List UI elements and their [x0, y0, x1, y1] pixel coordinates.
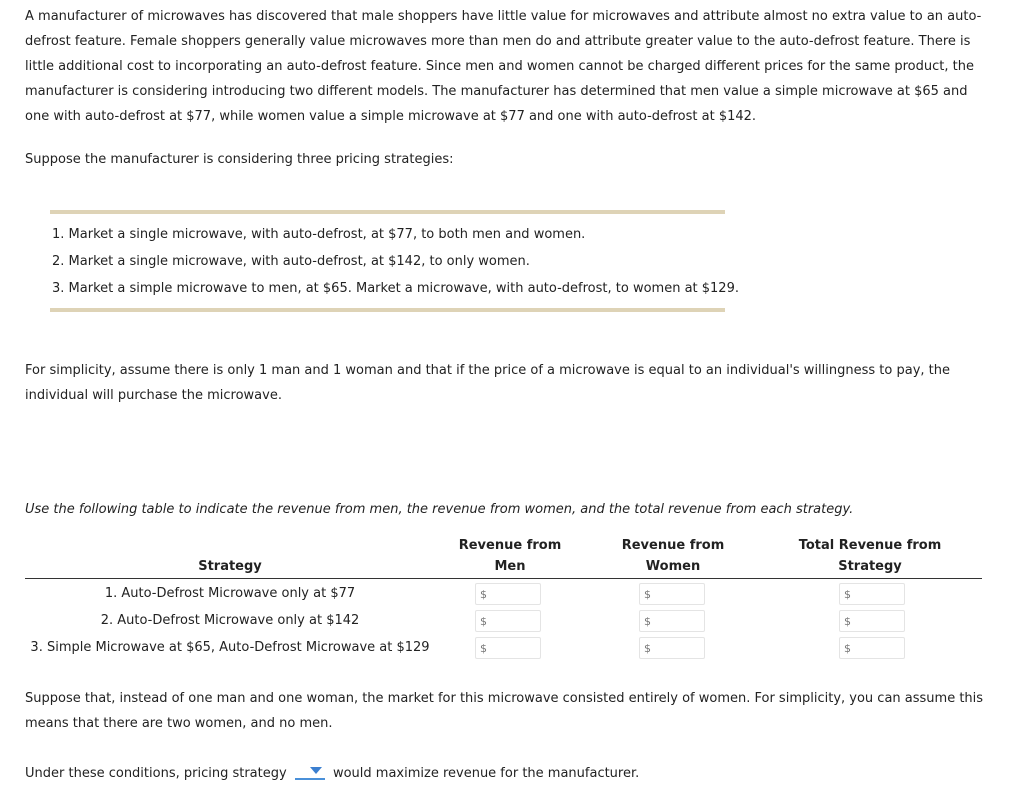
revenue-men-field[interactable]: [475, 583, 541, 605]
currency-symbol: $: [644, 641, 651, 655]
conclusion-sentence: [25, 761, 985, 786]
conclusion-text-after: would maximize revenue for the manufacturer.: [332, 766, 640, 781]
row-label: 1. Auto-Defrost Microwave only at $77: [104, 586, 356, 601]
strategy-item-3: 3. Market a simple microwave to men, at $65. Market a microwave, with auto-defrost, to women at $129.: [52, 281, 739, 296]
currency-symbol: $: [644, 587, 651, 601]
strategy-item-1: 1. Market a single microwave, with auto-defrost, at $77, to both men and women.: [52, 227, 586, 242]
revenue-women-input[interactable]: [651, 585, 701, 603]
strategies-intro: Suppose the manufacturer is considering three pricing strategies:: [25, 152, 454, 167]
header-revenue-women: Revenue from Women: [621, 538, 725, 574]
revenue-men-input[interactable]: [487, 585, 537, 603]
total-revenue-field[interactable]: [839, 583, 905, 605]
revenue-women-field[interactable]: [639, 637, 705, 659]
list-top-rule: [50, 210, 725, 214]
header-strategy: Strategy: [198, 559, 262, 574]
assumption-paragraph: For simplicity, assume there is only 1 man and 1 woman and that if the price of a microwave is equal to an individual's willingness to pay, the individual will purchase the microwave.: [25, 363, 950, 403]
currency-symbol: $: [844, 587, 851, 601]
table-instructions: Use the following table to indicate the revenue from men, the revenue from women, and the total revenue from each strategy.: [25, 502, 854, 517]
table-row: [25, 607, 982, 634]
currency-symbol: $: [480, 614, 487, 628]
revenue-women-input[interactable]: [651, 612, 701, 630]
header-divider: [25, 578, 982, 579]
revenue-men-input[interactable]: [487, 612, 537, 630]
revenue-women-field[interactable]: [639, 583, 705, 605]
table-row: [25, 634, 982, 661]
currency-symbol: $: [844, 614, 851, 628]
currency-symbol: $: [844, 641, 851, 655]
revenue-women-input[interactable]: [651, 639, 701, 657]
conclusion-text-before: Under these conditions, pricing strategy: [25, 766, 287, 781]
list-bottom-rule: [50, 308, 725, 312]
total-revenue-input[interactable]: [851, 612, 901, 630]
row-label: 3. Simple Microwave at $65, Auto-Defrost Microwave at $129: [30, 640, 430, 655]
header-revenue-men: Revenue from Men: [458, 538, 562, 574]
intro-paragraph: A manufacturer of microwaves has discovered that male shoppers have little value for microwaves and attribute almost no extra value to an auto-defrost feature. Female shoppers generally value microwaves more than men do and attribute greater value to the auto-defrost feature. There is little additional cost to incorporating an auto-defrost feature. Since men and women cannot be charged different prices for the same product, the manufacturer is considering introducing two different models. The manufacturer has determined that men value a simple microwave at $65 and one with auto-defrost at $77, while women value a simple microwave at $77 and one with auto-defrost at $142.: [25, 9, 982, 124]
total-revenue-field[interactable]: [839, 637, 905, 659]
currency-symbol: $: [480, 587, 487, 601]
total-revenue-input[interactable]: [851, 585, 901, 603]
currency-symbol: $: [480, 641, 487, 655]
revenue-men-field[interactable]: [475, 637, 541, 659]
currency-symbol: $: [644, 614, 651, 628]
strategy-list: [52, 221, 739, 302]
table-row: [25, 580, 982, 607]
header-total-revenue: Total Revenue from Strategy: [798, 538, 942, 574]
revenue-men-input[interactable]: [487, 639, 537, 657]
total-revenue-field[interactable]: [839, 610, 905, 632]
total-revenue-input[interactable]: [851, 639, 901, 657]
chevron-down-icon: [310, 767, 322, 774]
row-label: 2. Auto-Defrost Microwave only at $142: [100, 613, 360, 628]
revenue-men-field[interactable]: [475, 610, 541, 632]
strategy-dropdown[interactable]: [295, 764, 325, 780]
women-only-paragraph: Suppose that, instead of one man and one woman, the market for this microwave consisted entirely of women. For simplicity, you can assume this means that there are two women, and no men.: [25, 691, 984, 731]
revenue-women-field[interactable]: [639, 610, 705, 632]
strategy-item-2: 2. Market a single microwave, with auto-defrost, at $142, to only women.: [52, 254, 530, 269]
